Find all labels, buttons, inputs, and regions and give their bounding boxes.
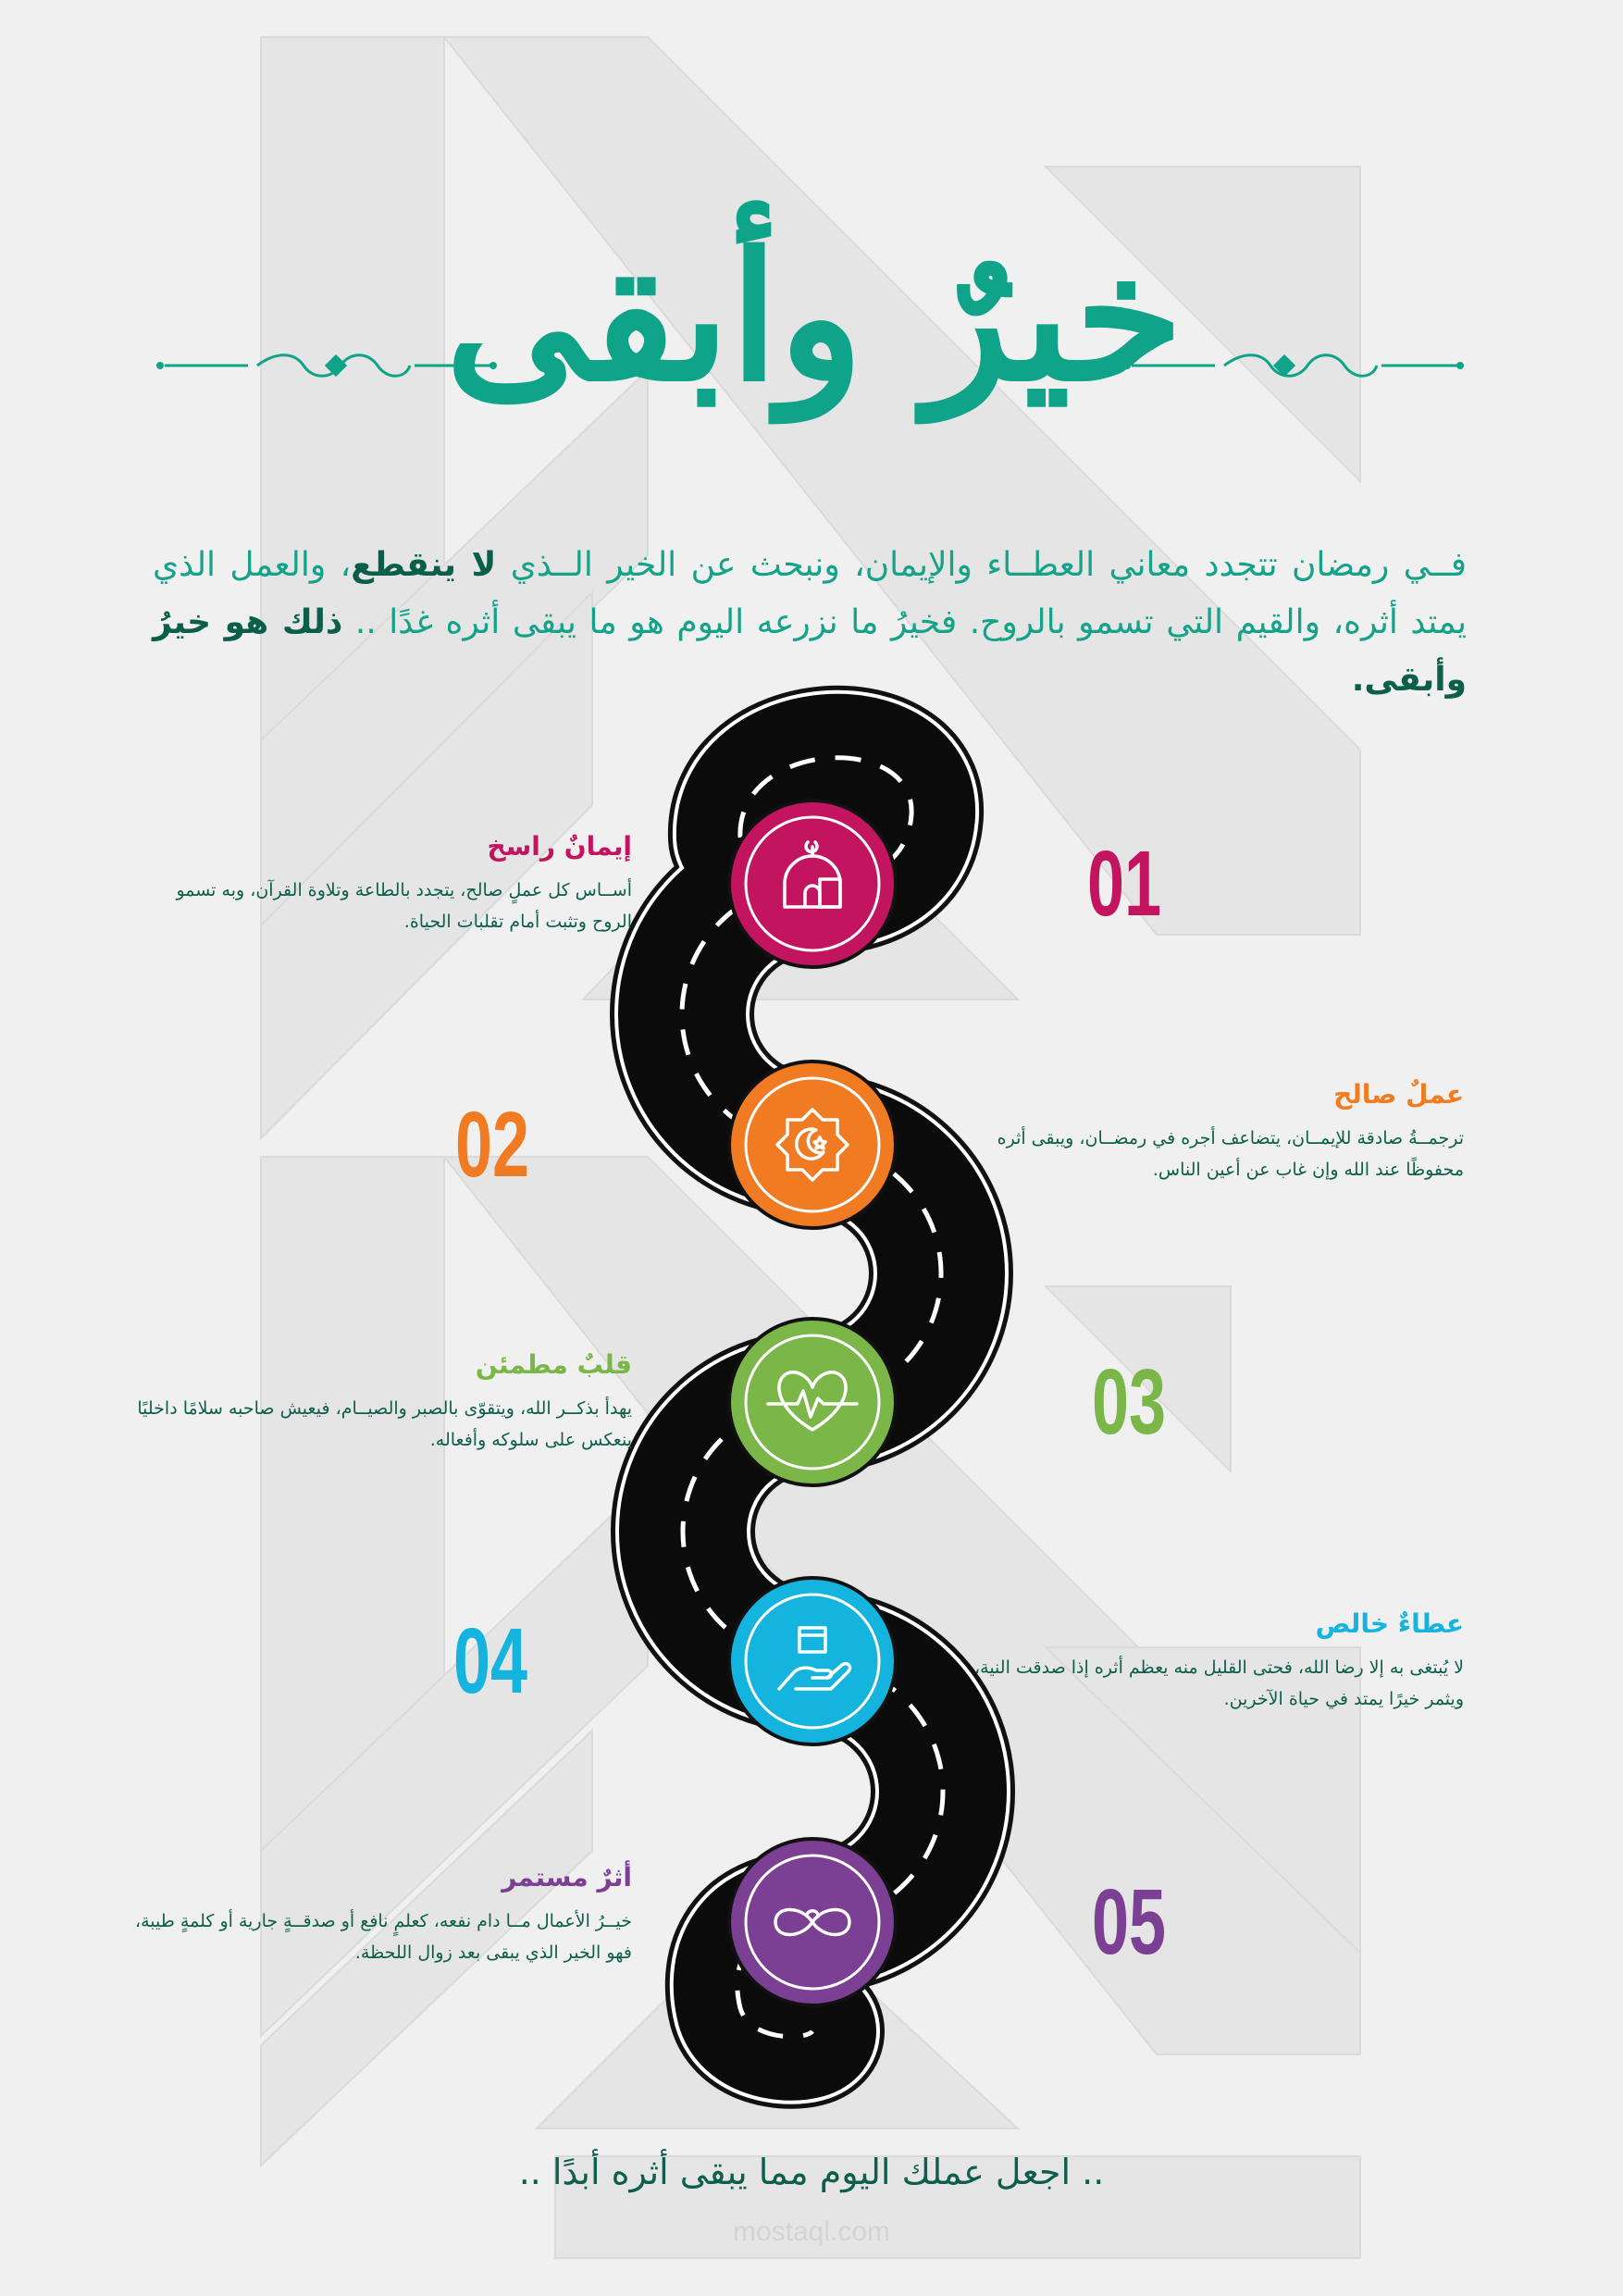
step-number: 01: [1086, 832, 1162, 936]
step-2-circle: [729, 1061, 896, 1228]
step-3-block: [132, 1349, 632, 1456]
intro-text: ، والعمل الذي يمتد أثره، والقيم التي تسمو بالروح. فخيرُ ما نزرعه اليوم هو ما يبقى أثره غدًا ..: [153, 546, 1467, 641]
step-2-block: [964, 1079, 1464, 1185]
intro-highlight: ذلك هو خيرُ وأبقى.: [153, 603, 1467, 699]
step-title: قلبٌ مطمئن: [475, 1349, 632, 1380]
step-title: عملٌ صالح: [1333, 1079, 1464, 1110]
step-number: 05: [1091, 1870, 1167, 1974]
step-1-circle: [729, 800, 896, 967]
step-1-block: [132, 831, 632, 937]
step-description: ترجمــةُ صادقة للإيمــان، يتضاعف أجره في رمضــان، ويبقى أثره محفوظًا عند الله وإن غاب عن أعين الناس.: [997, 1128, 1464, 1180]
step-title: إيمانٌ راسخ: [487, 831, 632, 862]
step-title: عطاءٌ خالص: [1315, 1608, 1464, 1639]
step-title: أثرٌ مستمر: [502, 1862, 632, 1893]
step-4-circle: [729, 1578, 896, 1744]
step-number: 02: [454, 1093, 530, 1197]
step-description: يهدأ بذكــر الله، ويتقوّى بالصبر والصيــام، فيعيش صاحبه سلامًا داخليًا ينعكس على سلوكه وأفعاله.: [137, 1398, 632, 1450]
step-5-block: [132, 1862, 632, 1968]
step-description: أســاس كل عملٍ صالح، يتجدد بالطاعة وتلاوة القرآن، وبه تسمو الروح وتثبت أمام تقلبات الحياة.: [176, 880, 632, 932]
step-4-block: [964, 1608, 1464, 1715]
footer-slogan: .. اجعل عملك اليوم مما يبقى أثره أبدًا ..: [518, 2152, 1105, 2192]
watermark: mostaql.com: [732, 2216, 891, 2247]
intro-highlight: لا ينقطع: [351, 546, 497, 584]
page-title: خيرٌ وأبقى: [445, 214, 1183, 420]
step-number: 03: [1091, 1350, 1167, 1454]
step-description: خيــرُ الأعمال مــا دام نفعه، كعلمٍ نافع أو صدقــةٍ جارية أو كلمةٍ طيبة، فهو الخير الذي يبقى بعد زوال اللحظة.: [134, 1911, 632, 1963]
intro-text: فــي رمضان تتجدد معاني العطــاء والإيمان، ونبحث عن الخير الــذي: [496, 546, 1467, 584]
step-number: 04: [452, 1609, 528, 1713]
step-description: لا يُبتغى به إلا رضا الله، فحتى القليل منه يعظم أثره إذا صدقت النية، ويثمر خيرًا يمتد في حياة الآخرين.: [974, 1657, 1464, 1709]
step-3-circle: [729, 1319, 896, 1485]
step-5-circle: [729, 1839, 896, 2005]
